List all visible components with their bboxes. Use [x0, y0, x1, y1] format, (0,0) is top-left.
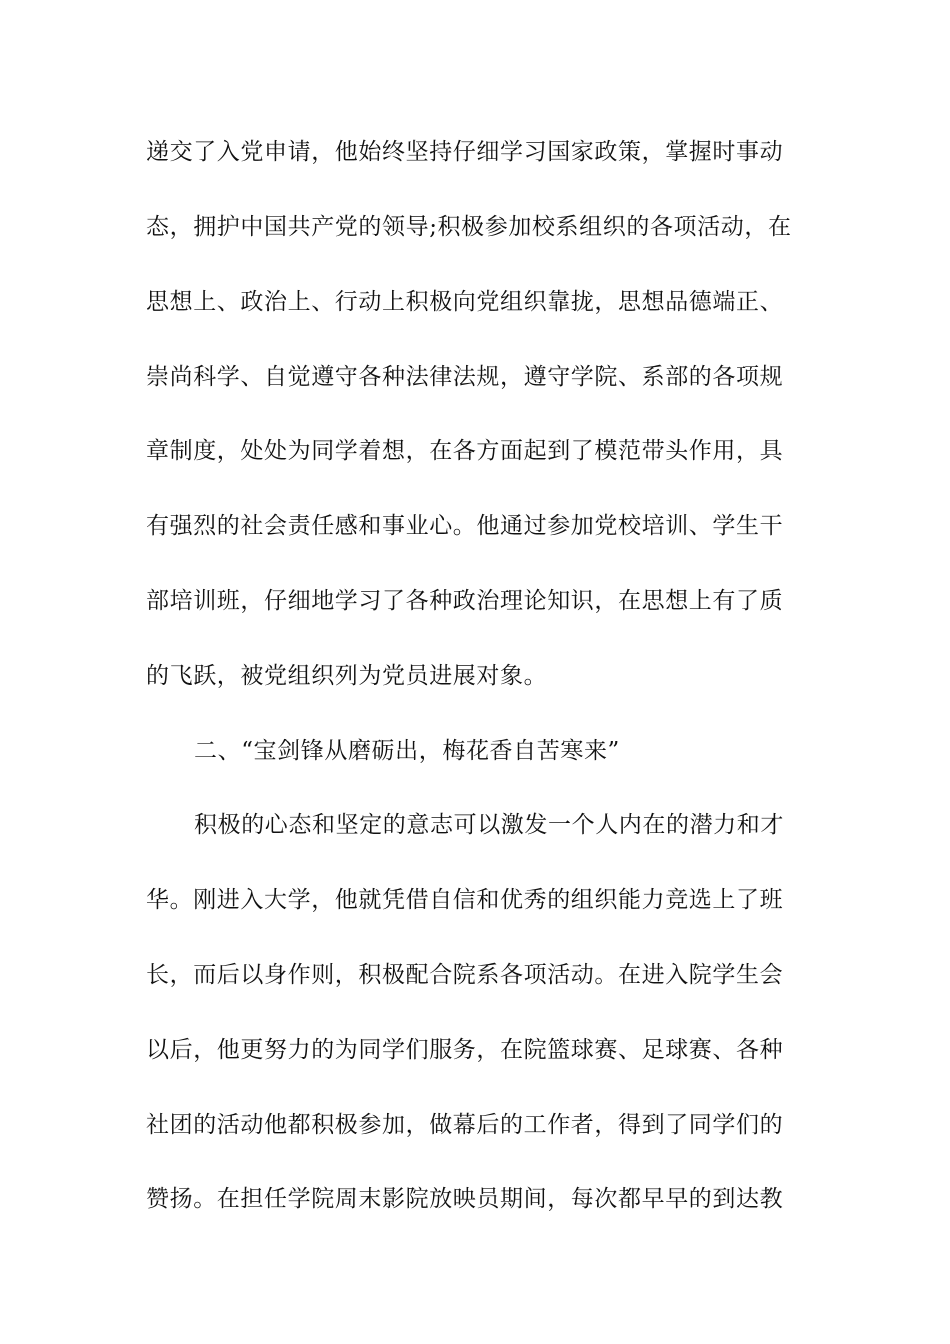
body-text-line: 赞扬。在担任学院周末影院放映员期间，每次都早早的到达教	[146, 1186, 784, 1212]
paragraph-first-line: 积极的心态和坚定的意志可以激发一个人内在的潜力和才	[194, 812, 784, 838]
body-text-line: 部培训班，仔细地学习了各种政治理论知识，在思想上有了质	[146, 588, 784, 614]
body-text-line: 崇尚科学、自觉遵守各种法律法规，遵守学院、系部的各项规	[146, 364, 784, 390]
body-text-line: 递交了入党申请，他始终坚持仔细学习国家政策，掌握时事动	[146, 139, 784, 165]
body-text-line: 章制度，处处为同学着想，在各方面起到了模范带头作用，具	[146, 438, 784, 464]
body-text-line: 态，拥护中国共产党的领导;积极参加校系组织的各项活动，在	[146, 214, 792, 240]
body-text-line: 思想上、政治上、行动上积极向党组织靠拢，思想品德端正、	[146, 289, 784, 315]
body-text-line: 的飞跃，被党组织列为党员进展对象。	[146, 663, 548, 689]
body-text-line: 长，而后以身作则，积极配合院系各项活动。在进入院学生会	[146, 962, 784, 988]
body-text-line: 社团的活动他都积极参加，做幕后的工作者，得到了同学们的	[146, 1112, 784, 1138]
section-heading: 二、“宝剑锋从磨砺出，梅花香自苦寒来”	[194, 738, 620, 764]
body-text-line: 以后，他更努力的为同学们服务，在院篮球赛、足球赛、各种	[146, 1037, 784, 1063]
body-text-line: 有强烈的社会责任感和事业心。他通过参加党校培训、学生干	[146, 513, 784, 539]
body-text-line: 华。刚进入大学，他就凭借自信和优秀的组织能力竞选上了班	[146, 887, 784, 913]
